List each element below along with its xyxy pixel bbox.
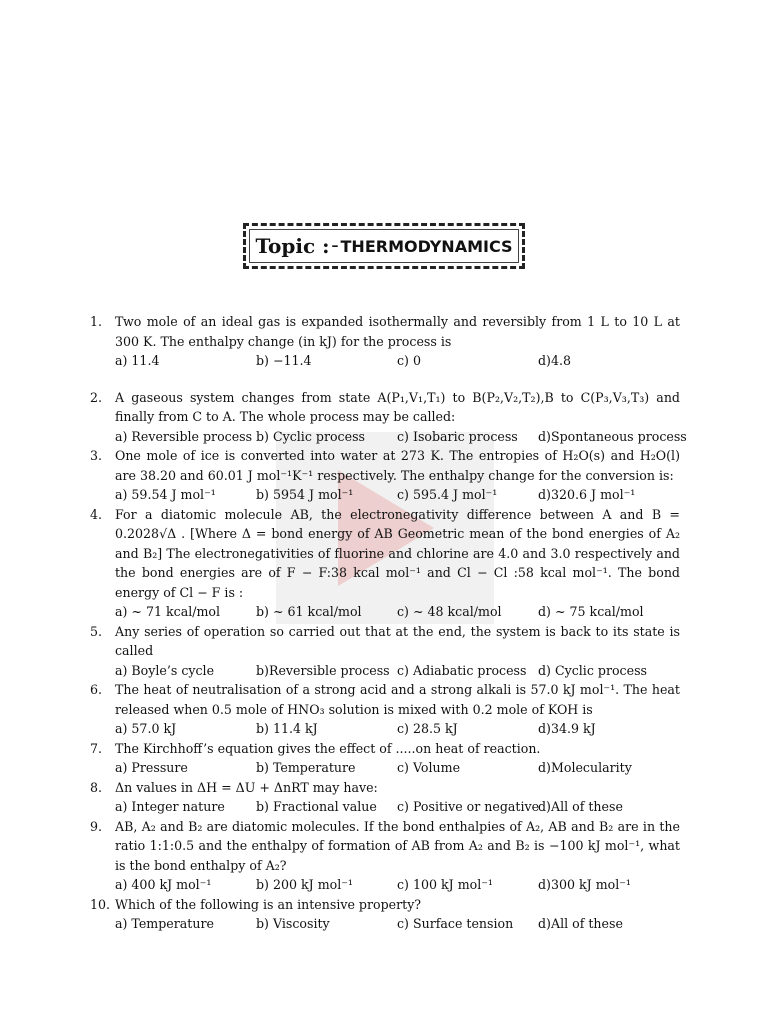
option-d: d)All of these bbox=[538, 799, 623, 814]
question-list bbox=[90, 312, 687, 934]
question-number: 2. bbox=[90, 389, 103, 405]
question-number: 10. bbox=[90, 896, 111, 912]
option-d: d)All of these bbox=[538, 916, 623, 931]
question-5 bbox=[90, 622, 680, 681]
options-row bbox=[115, 351, 680, 371]
option-b: b) ~ 61 kcal/mol bbox=[256, 604, 362, 619]
options-row bbox=[115, 797, 680, 817]
question-number: 1. bbox=[90, 314, 103, 329]
question-3 bbox=[90, 446, 680, 505]
question-number: 4. bbox=[90, 506, 103, 522]
question-1 bbox=[90, 312, 680, 371]
option-b: b) 200 kJ mol⁻¹ bbox=[256, 877, 353, 892]
spacer bbox=[90, 371, 680, 388]
topic-title-box bbox=[243, 223, 525, 269]
option-d: d)300 kJ mol⁻¹ bbox=[538, 877, 631, 892]
option-a: a) Boyle’s cycle bbox=[115, 662, 215, 678]
option-b: b) −11.4 bbox=[256, 353, 312, 368]
option-a: a) Temperature bbox=[115, 916, 214, 931]
question-text: One mole of ice is converted into water at 273 K. The entropies of H₂O(s) and H₂O(l) are 38.20 and 60.01 J mol⁻¹K⁻¹ respectively. The enthalpy change for the conversion is: bbox=[115, 448, 680, 483]
option-b: b) Fractional value bbox=[256, 799, 377, 814]
options-row bbox=[115, 758, 680, 778]
question-8 bbox=[90, 778, 680, 817]
option-c: c) ~ 48 kcal/mol bbox=[397, 604, 502, 619]
options-row bbox=[115, 602, 680, 622]
option-d: d)Spontaneous process bbox=[538, 428, 687, 444]
option-a: a) Reversible process bbox=[115, 428, 253, 444]
question-text: A gaseous system changes from state A(P₁,V₁,T₁) to B(P₂,V₂,T₂),B to C(P₃,V₃,T₃) and finally from C to A. The whole process may be called: bbox=[115, 389, 680, 424]
question-text: Any series of operation so carried out that at the end, the system is back to its state is called bbox=[115, 623, 680, 658]
option-c: c) 100 kJ mol⁻¹ bbox=[397, 877, 493, 892]
question-2 bbox=[90, 388, 687, 447]
question-text: For a diatomic molecule AB, the electronegativity difference between A and B = 0.2028√Δ . [Where Δ = bond energy of AB Geometric mean of the bond energies of A₂ and B₂] The electronegativities of fluorine and chlorine are 4.0 and 3.0 respectively and the bond energies are of F − F:38 kcal mol⁻¹ and Cl − Cl :58 kcal mol⁻¹. The bond energy of Cl − F is : bbox=[115, 506, 680, 600]
question-text: Which of the following is an intensive property? bbox=[115, 896, 422, 912]
options-row bbox=[115, 719, 680, 739]
option-c: c) Volume bbox=[397, 760, 461, 775]
topic-separator: – bbox=[331, 238, 339, 254]
option-b: b) Temperature bbox=[256, 760, 356, 775]
question-number: 9. bbox=[90, 818, 103, 834]
option-c: c) Isobaric process bbox=[397, 428, 518, 444]
question-text: AB, A₂ and B₂ are diatomic molecules. If the bond enthalpies of A₂, AB and B₂ are in the ratio 1:1:0.5 and the enthalpy of formation of AB from A₂ and B₂ is −100 kJ mol⁻¹, what is the bond enthalpy of A₂? bbox=[115, 818, 680, 873]
option-d: d)320.6 J mol⁻¹ bbox=[538, 487, 636, 502]
question-text: Two mole of an ideal gas is expanded isothermally and reversibly from 1 L to 10 L at 300 K. The enthalpy change (in kJ) for the process is bbox=[115, 314, 680, 349]
option-b: b) 11.4 kJ bbox=[256, 721, 318, 736]
option-c: c) Surface tension bbox=[397, 916, 514, 931]
question-number: 7. bbox=[90, 740, 103, 756]
option-a: a) Integer nature bbox=[115, 799, 225, 814]
options-row bbox=[115, 914, 680, 934]
options-row bbox=[115, 427, 687, 447]
option-a: a) 57.0 kJ bbox=[115, 721, 177, 736]
option-d: d)Molecularity bbox=[538, 760, 632, 775]
option-a: a) Pressure bbox=[115, 760, 188, 775]
options-row bbox=[115, 875, 680, 895]
question-number: 3. bbox=[90, 448, 103, 463]
question-10 bbox=[90, 895, 680, 934]
options-row bbox=[115, 485, 680, 505]
question-9 bbox=[90, 817, 680, 895]
question-6 bbox=[90, 680, 680, 739]
topic-subject: THERMODYNAMICS bbox=[340, 236, 513, 256]
question-7 bbox=[90, 739, 680, 778]
question-number: 6. bbox=[90, 682, 103, 697]
option-a: a) 11.4 bbox=[115, 353, 160, 368]
option-c: c) 0 bbox=[397, 353, 421, 368]
question-text: The Kirchhoff’s equation gives the effect of .....on heat of reaction. bbox=[115, 740, 541, 756]
option-b: b) Cyclic process bbox=[256, 428, 365, 444]
topic-label: Topic : bbox=[255, 234, 330, 258]
option-a: a) ~ 71 kcal/mol bbox=[115, 604, 221, 619]
question-number: 8. bbox=[90, 779, 103, 795]
options-row bbox=[115, 661, 680, 681]
option-d: d) ~ 75 kcal/mol bbox=[538, 604, 644, 619]
question-text: Δn values in ΔH = ΔU + ΔnRT may have: bbox=[115, 779, 378, 795]
question-text: The heat of neutralisation of a strong acid and a strong alkali is 57.0 kJ mol⁻¹. The heat released when 0.5 mole of HNO₃ solution is mixed with 0.2 mole of KOH is bbox=[115, 682, 680, 717]
option-b: b)Reversible process bbox=[256, 662, 390, 678]
option-d: d) Cyclic process bbox=[538, 662, 647, 678]
option-d: d)34.9 kJ bbox=[538, 721, 596, 736]
option-c: c) 28.5 kJ bbox=[397, 721, 458, 736]
option-b: b) Viscosity bbox=[256, 916, 330, 931]
option-c: c) Positive or negative bbox=[397, 799, 540, 814]
question-4 bbox=[90, 505, 680, 622]
option-a: a) 59.54 J mol⁻¹ bbox=[115, 487, 216, 502]
option-d: d)4.8 bbox=[538, 353, 572, 368]
option-c: c) 595.4 J mol⁻¹ bbox=[397, 487, 498, 502]
option-b: b) 5954 J mol⁻¹ bbox=[256, 487, 354, 502]
question-number: 5. bbox=[90, 623, 103, 639]
option-a: a) 400 kJ mol⁻¹ bbox=[115, 877, 212, 892]
option-c: c) Adiabatic process bbox=[397, 662, 527, 678]
